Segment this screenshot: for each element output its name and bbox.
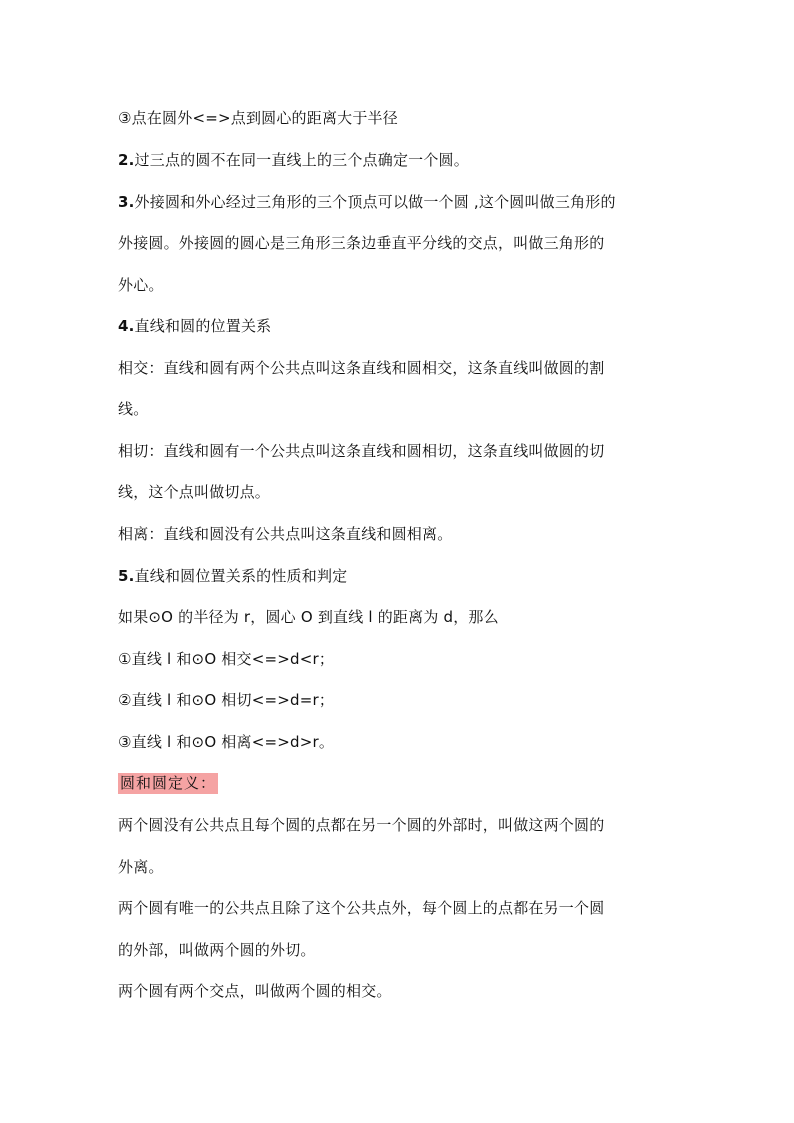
text-line: 外离。 xyxy=(118,858,164,876)
section-heading-5: 5.直线和圆位置关系的性质和判定 xyxy=(118,567,348,585)
text-line: 相离：直线和圆没有公共点叫这条直线和圆相离。 xyxy=(118,525,453,543)
highlighted-heading: 圆和圆定义： xyxy=(120,774,217,792)
text-line: 外接圆。外接圆的圆心是三角形三条边垂直平分线的交点，叫做三角形的 xyxy=(118,234,605,252)
text-line: 两个圆有两个交点，叫做两个圆的相交。 xyxy=(118,982,392,1000)
text-line: 线，这个点叫做切点。 xyxy=(118,483,271,501)
section-heading-4: 4.直线和圆的位置关系 xyxy=(118,317,272,335)
text-line: ②直线 l 和⊙O 相切<=>d=r； xyxy=(118,691,335,709)
text-line: 相交：直线和圆有两个公共点叫这条直线和圆相交，这条直线叫做圆的割 xyxy=(118,359,605,377)
text-line: 两个圆没有公共点且每个圆的点都在另一个圆的外部时，叫做这两个圆的 xyxy=(118,816,605,834)
text-line: 两个圆有唯一的公共点且除了这个公共点外，每个圆上的点都在另一个圆 xyxy=(118,899,605,917)
text-line: 如果⊙O 的半径为 r，圆心 O 到直线 l 的距离为 d，那么 xyxy=(118,608,499,626)
section-heading-3: 3.外接圆和外心经过三角形的三个顶点可以做一个圆 ,这个圆叫做三角形的 xyxy=(118,193,616,211)
text-line: ①直线 l 和⊙O 相交<=>d<r； xyxy=(118,650,335,668)
text-line: ③直线 l 和⊙O 相离<=>d>r。 xyxy=(118,733,335,751)
text-line: ③点在圆外<=>点到圆心的距离大于半径 xyxy=(118,109,398,127)
section-heading-2: 2.过三点的圆不在同一直线上的三个点确定一个圆。 xyxy=(118,151,469,169)
text-line: 的外部，叫做两个圆的外切。 xyxy=(118,941,316,959)
text-line: 外心。 xyxy=(118,276,164,294)
text-line: 线。 xyxy=(118,400,149,418)
text-line: 相切：直线和圆有一个公共点叫这条直线和圆相切，这条直线叫做圆的切 xyxy=(118,442,605,460)
